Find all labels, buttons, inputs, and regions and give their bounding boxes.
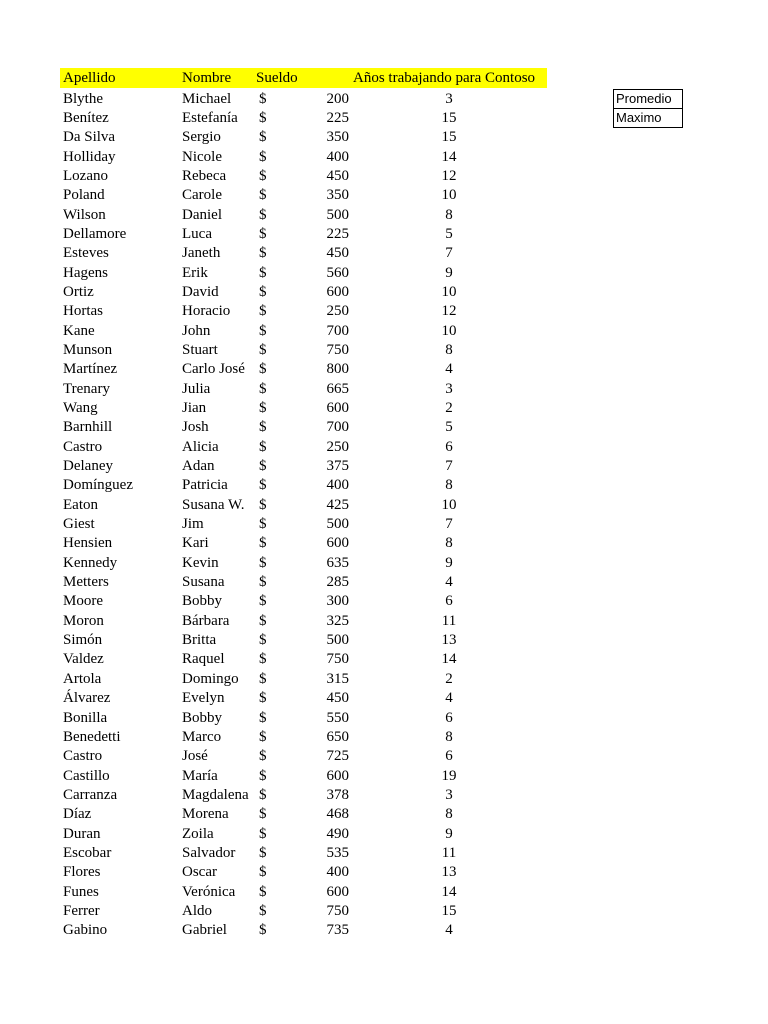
apellido-cell: Kennedy: [63, 554, 118, 571]
sueldo-cell: 378: [326, 786, 349, 803]
apellido-cell: Esteves: [63, 245, 109, 262]
currency-symbol: $: [259, 458, 267, 475]
table-row: [0, 921, 560, 940]
sueldo-cell: 500: [326, 632, 349, 649]
apellido-cell: Delaney: [63, 458, 113, 475]
nombre-cell: Evelyn: [182, 690, 225, 707]
currency-symbol: $: [259, 902, 267, 919]
table-row: [0, 573, 560, 592]
currency-symbol: $: [259, 786, 267, 803]
currency-symbol: $: [259, 709, 267, 726]
apellido-cell: Álvarez: [63, 690, 111, 707]
apellido-cell: Ortiz: [63, 283, 94, 300]
anos-cell: 15: [441, 129, 457, 146]
sueldo-cell: 450: [326, 690, 349, 707]
nombre-cell: Michael: [182, 90, 232, 107]
nombre-cell: Carlo José: [182, 361, 245, 378]
anos-cell: 10: [441, 283, 457, 300]
data-rows: [0, 90, 560, 941]
header-sueldo: Sueldo: [256, 70, 298, 86]
table-row: [0, 883, 560, 902]
table-row: [0, 457, 560, 476]
nombre-cell: Bobby: [182, 593, 223, 610]
nombre-cell: Erik: [182, 264, 208, 281]
currency-symbol: $: [259, 206, 267, 223]
nombre-cell: David: [182, 283, 219, 300]
anos-cell: 8: [445, 806, 453, 823]
anos-cell: 7: [445, 516, 453, 533]
nombre-cell: Horacio: [182, 303, 231, 320]
sueldo-cell: 650: [326, 728, 349, 745]
nombre-cell: Nicole: [182, 148, 222, 165]
apellido-cell: Metters: [63, 574, 109, 591]
table-row: [0, 515, 560, 534]
currency-symbol: $: [259, 806, 267, 823]
sueldo-cell: 600: [326, 767, 349, 784]
currency-symbol: $: [259, 129, 267, 146]
table-row: [0, 167, 560, 186]
apellido-cell: Hensien: [63, 535, 113, 552]
promedio-label: Promedio: [613, 89, 683, 109]
nombre-cell: Bárbara: [182, 612, 230, 629]
apellido-cell: Domínguez: [63, 477, 133, 494]
currency-symbol: $: [259, 438, 267, 455]
table-row: [0, 534, 560, 553]
apellido-cell: Holliday: [63, 148, 116, 165]
nombre-cell: Luca: [182, 225, 212, 242]
table-row: [0, 148, 560, 167]
apellido-cell: Wilson: [63, 206, 106, 223]
table-row: [0, 863, 560, 882]
anos-cell: 6: [445, 593, 453, 610]
apellido-cell: Da Silva: [63, 129, 116, 146]
sueldo-cell: 750: [326, 651, 349, 668]
table-row: [0, 380, 560, 399]
sueldo-cell: 700: [326, 322, 349, 339]
anos-cell: 2: [445, 670, 453, 687]
currency-symbol: $: [259, 90, 267, 107]
anos-cell: 5: [445, 225, 453, 242]
apellido-cell: Ferrer: [63, 902, 100, 919]
anos-cell: 9: [445, 264, 453, 281]
table-row: [0, 554, 560, 573]
table-row: [0, 592, 560, 611]
table-row: [0, 283, 560, 302]
currency-symbol: $: [259, 380, 267, 397]
anos-cell: 9: [445, 825, 453, 842]
currency-symbol: $: [259, 322, 267, 339]
sueldo-cell: 325: [326, 612, 349, 629]
nombre-cell: John: [182, 322, 211, 339]
maximo-label: Maximo: [613, 108, 683, 128]
sueldo-cell: 500: [326, 516, 349, 533]
table-row: [0, 206, 560, 225]
currency-symbol: $: [259, 187, 267, 204]
nombre-cell: Marco: [182, 728, 222, 745]
currency-symbol: $: [259, 864, 267, 881]
nombre-cell: Carole: [182, 187, 222, 204]
nombre-cell: Britta: [182, 632, 217, 649]
apellido-cell: Wang: [63, 400, 98, 416]
table-row: [0, 825, 560, 844]
sueldo-cell: 200: [326, 90, 349, 107]
anos-cell: 19: [441, 767, 457, 784]
sueldo-cell: 400: [326, 864, 349, 881]
table-row: [0, 650, 560, 669]
currency-symbol: $: [259, 728, 267, 745]
table-row: [0, 341, 560, 360]
currency-symbol: $: [259, 632, 267, 649]
anos-cell: 14: [441, 883, 457, 900]
table-row: [0, 786, 560, 805]
anos-cell: 8: [445, 728, 453, 745]
anos-cell: 14: [441, 148, 457, 165]
table-row: [0, 322, 560, 341]
sueldo-cell: 550: [326, 709, 349, 726]
nombre-cell: Susana W.: [182, 496, 245, 513]
table-row: [0, 399, 560, 418]
apellido-cell: Benítez: [63, 109, 109, 126]
nombre-cell: Zoila: [182, 825, 214, 842]
nombre-cell: Stuart: [182, 341, 218, 358]
sueldo-cell: 750: [326, 902, 349, 919]
currency-symbol: $: [259, 670, 267, 687]
nombre-cell: Alicia: [182, 438, 219, 455]
sueldo-cell: 665: [326, 380, 349, 397]
anos-cell: 12: [441, 167, 457, 184]
anos-cell: 6: [445, 438, 453, 455]
nombre-cell: Magdalena: [182, 786, 249, 803]
currency-symbol: $: [259, 477, 267, 494]
sueldo-cell: 635: [326, 554, 349, 571]
apellido-cell: Funes: [63, 883, 99, 900]
sueldo-cell: 350: [326, 187, 349, 204]
apellido-cell: Artola: [63, 670, 102, 687]
sueldo-cell: 225: [326, 109, 349, 126]
nombre-cell: Salvador: [182, 844, 236, 861]
apellido-cell: Castillo: [63, 767, 110, 784]
nombre-cell: Oscar: [182, 864, 217, 881]
apellido-cell: Kane: [63, 322, 95, 339]
anos-cell: 13: [441, 864, 457, 881]
table-row: [0, 476, 560, 495]
anos-cell: 3: [445, 90, 453, 107]
sueldo-cell: 225: [326, 225, 349, 242]
table-row: [0, 302, 560, 321]
anos-cell: 10: [441, 496, 457, 513]
apellido-cell: Moron: [63, 612, 104, 629]
sueldo-cell: 500: [326, 206, 349, 223]
apellido-cell: Flores: [63, 864, 101, 881]
currency-symbol: $: [259, 419, 267, 436]
nombre-cell: Raquel: [182, 651, 225, 668]
anos-cell: 4: [445, 361, 453, 378]
nombre-cell: Janeth: [182, 245, 221, 262]
apellido-cell: Duran: [63, 825, 101, 842]
currency-symbol: $: [259, 361, 267, 378]
table-row: [0, 264, 560, 283]
apellido-cell: Poland: [63, 187, 105, 204]
anos-cell: 15: [441, 902, 457, 919]
anos-cell: 8: [445, 341, 453, 358]
sueldo-cell: 450: [326, 167, 349, 184]
currency-symbol: $: [259, 341, 267, 358]
anos-cell: 7: [445, 245, 453, 262]
sueldo-cell: 400: [326, 148, 349, 165]
table-row: [0, 728, 560, 747]
currency-symbol: $: [259, 496, 267, 513]
table-row: [0, 767, 560, 786]
sueldo-cell: 600: [326, 883, 349, 900]
anos-cell: 8: [445, 535, 453, 552]
anos-cell: 5: [445, 419, 453, 436]
currency-symbol: $: [259, 748, 267, 765]
anos-cell: 11: [441, 844, 457, 861]
currency-symbol: $: [259, 883, 267, 900]
anos-cell: 10: [441, 187, 457, 204]
nombre-cell: Jim: [182, 516, 204, 533]
table-row: [0, 670, 560, 689]
sueldo-cell: 490: [326, 825, 349, 842]
currency-symbol: $: [259, 400, 267, 416]
nombre-cell: Susana: [182, 574, 225, 591]
anos-cell: 3: [445, 380, 453, 397]
apellido-cell: Munson: [63, 341, 113, 358]
anos-cell: 11: [441, 612, 457, 629]
nombre-cell: Verónica: [182, 883, 236, 900]
apellido-cell: Castro: [63, 438, 103, 455]
table-row: [0, 805, 560, 824]
anos-cell: 9: [445, 554, 453, 571]
nombre-cell: Patricia: [182, 477, 228, 494]
currency-symbol: $: [259, 593, 267, 610]
nombre-cell: Sergio: [182, 129, 221, 146]
nombre-cell: Kari: [182, 535, 209, 552]
sueldo-cell: 350: [326, 129, 349, 146]
header-apellido: Apellido: [63, 70, 116, 86]
currency-symbol: $: [259, 303, 267, 320]
sueldo-cell: 535: [326, 844, 349, 861]
table-row: [0, 128, 560, 147]
header-row: [60, 68, 547, 88]
apellido-cell: Hagens: [63, 264, 108, 281]
nombre-cell: Morena: [182, 806, 229, 823]
apellido-cell: Castro: [63, 748, 103, 765]
nombre-cell: José: [182, 748, 208, 765]
currency-symbol: $: [259, 245, 267, 262]
table-row: [0, 631, 560, 650]
apellido-cell: Blythe: [63, 90, 103, 107]
nombre-cell: Josh: [182, 419, 209, 436]
apellido-cell: Escobar: [63, 844, 112, 861]
anos-cell: 6: [445, 748, 453, 765]
sueldo-cell: 725: [326, 748, 349, 765]
currency-symbol: $: [259, 612, 267, 629]
currency-symbol: $: [259, 535, 267, 552]
apellido-cell: Bonilla: [63, 709, 108, 726]
nombre-cell: Julia: [182, 380, 211, 397]
apellido-cell: Gabino: [63, 922, 108, 939]
currency-symbol: $: [259, 554, 267, 571]
sueldo-cell: 450: [326, 245, 349, 262]
apellido-cell: Barnhill: [63, 419, 113, 436]
table-row: [0, 709, 560, 728]
table-row: [0, 747, 560, 766]
apellido-cell: Giest: [63, 516, 95, 533]
table-row: [0, 186, 560, 205]
currency-symbol: $: [259, 825, 267, 842]
currency-symbol: $: [259, 167, 267, 184]
currency-symbol: $: [259, 225, 267, 242]
table-row: [0, 496, 560, 515]
nombre-cell: Estefanía: [182, 109, 238, 126]
anos-cell: 13: [441, 632, 457, 649]
nombre-cell: Kevin: [182, 554, 219, 571]
header-nombre: Nombre: [182, 70, 232, 86]
table-row: [0, 438, 560, 457]
anos-cell: 2: [445, 400, 453, 416]
apellido-cell: Lozano: [63, 167, 108, 184]
apellido-cell: Hortas: [63, 303, 103, 320]
table-row: [0, 225, 560, 244]
table-row: [0, 902, 560, 921]
nombre-cell: Aldo: [182, 902, 212, 919]
anos-cell: 15: [441, 109, 457, 126]
sueldo-cell: 375: [326, 458, 349, 475]
nombre-cell: Gabriel: [182, 922, 227, 939]
currency-symbol: $: [259, 574, 267, 591]
nombre-cell: María: [182, 767, 218, 784]
currency-symbol: $: [259, 844, 267, 861]
sueldo-cell: 400: [326, 477, 349, 494]
sueldo-cell: 600: [326, 535, 349, 552]
apellido-cell: Martínez: [63, 361, 118, 378]
apellido-cell: Díaz: [63, 806, 92, 823]
sueldo-cell: 700: [326, 419, 349, 436]
sueldo-cell: 560: [326, 264, 349, 281]
currency-symbol: $: [259, 767, 267, 784]
nombre-cell: Domingo: [182, 670, 239, 687]
table-row: [0, 90, 560, 109]
apellido-cell: Eaton: [63, 496, 98, 513]
apellido-cell: Simón: [63, 632, 103, 649]
apellido-cell: Dellamore: [63, 225, 127, 242]
nombre-cell: Daniel: [182, 206, 222, 223]
apellido-cell: Carranza: [63, 786, 118, 803]
summary-box: [613, 89, 683, 128]
anos-cell: 8: [445, 206, 453, 223]
table-row: [0, 244, 560, 263]
currency-symbol: $: [259, 283, 267, 300]
table-row: [0, 844, 560, 863]
currency-symbol: $: [259, 148, 267, 165]
table-row: [0, 109, 560, 128]
sueldo-cell: 250: [326, 438, 349, 455]
sueldo-cell: 315: [326, 670, 349, 687]
sueldo-cell: 468: [326, 806, 349, 823]
nombre-cell: Bobby: [182, 709, 223, 726]
table-row: [0, 418, 560, 437]
sueldo-cell: 285: [326, 574, 349, 591]
anos-cell: 6: [445, 709, 453, 726]
sueldo-cell: 300: [326, 593, 349, 610]
table-row: [0, 612, 560, 631]
anos-cell: 4: [445, 922, 453, 939]
table-row: [0, 689, 560, 708]
nombre-cell: Jian: [182, 400, 207, 416]
nombre-cell: Rebeca: [182, 167, 227, 184]
sueldo-cell: 250: [326, 303, 349, 320]
apellido-cell: Moore: [63, 593, 103, 610]
anos-cell: 8: [445, 477, 453, 494]
currency-symbol: $: [259, 922, 267, 939]
anos-cell: 4: [445, 574, 453, 591]
sueldo-cell: 600: [326, 283, 349, 300]
sueldo-cell: 425: [326, 496, 349, 513]
anos-cell: 12: [441, 303, 457, 320]
nombre-cell: Adan: [182, 458, 215, 475]
anos-cell: 10: [441, 322, 457, 339]
anos-cell: 3: [445, 786, 453, 803]
apellido-cell: Valdez: [63, 651, 104, 668]
currency-symbol: $: [259, 690, 267, 707]
sueldo-cell: 735: [326, 922, 349, 939]
sueldo-cell: 750: [326, 341, 349, 358]
anos-cell: 4: [445, 690, 453, 707]
currency-symbol: $: [259, 651, 267, 668]
anos-cell: 14: [441, 651, 457, 668]
apellido-cell: Benedetti: [63, 728, 121, 745]
sueldo-cell: 600: [326, 400, 349, 416]
anos-cell: 7: [445, 458, 453, 475]
table-row: [0, 360, 560, 379]
sueldo-cell: 800: [326, 361, 349, 378]
apellido-cell: Trenary: [63, 380, 110, 397]
currency-symbol: $: [259, 516, 267, 533]
currency-symbol: $: [259, 109, 267, 126]
currency-symbol: $: [259, 264, 267, 281]
header-anos-trabajando: Años trabajando para Contoso: [353, 70, 536, 86]
